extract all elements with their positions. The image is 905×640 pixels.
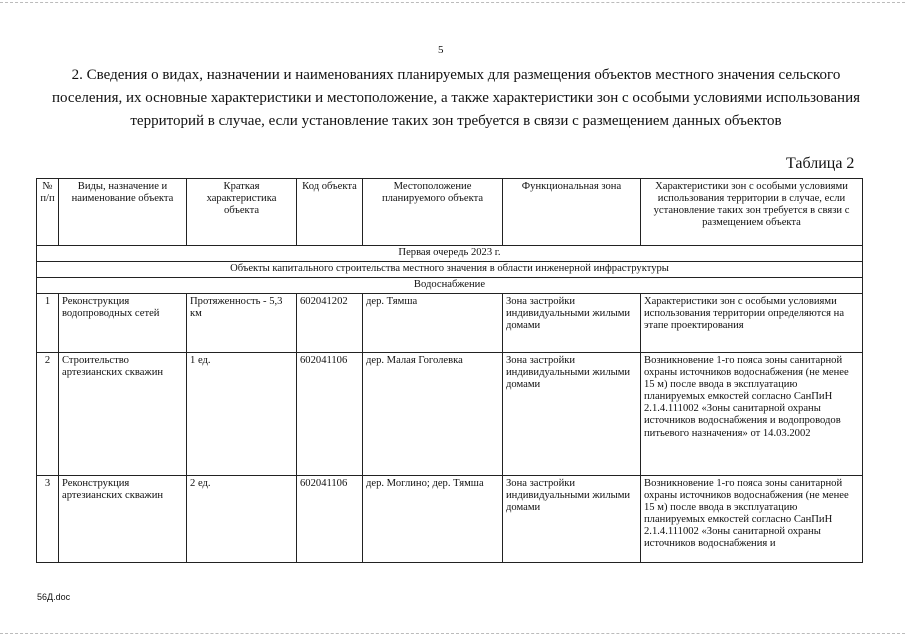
- scan-edge-bottom: [0, 633, 905, 635]
- objects-table: [36, 178, 863, 563]
- table-header-row: [37, 179, 863, 246]
- band-subcategory: Водоснабжение: [37, 278, 863, 294]
- col-header-num: № п/п: [37, 179, 59, 246]
- col-header-characteristics: Характеристики зон с особыми условиями использования территории в случае, если установление таких зон требуется в связи с размещением объекта: [641, 179, 863, 246]
- table-row: [37, 353, 863, 476]
- col-header-location: Местоположение планируемого объекта: [363, 179, 503, 246]
- col-header-name: Виды, назначение и наименование объекта: [59, 179, 187, 246]
- cell-characteristics: Возникновение 1-го пояса зоны санитарной охраны источников водоснабжения (не менее 15 м) после ввода в эксплуатацию планируемых емкостей согласно СанПиН 2.1.4.111002 «Зоны санитарной охраны источников водоснабжения и водопроводов питьевого назначения» от 14.03.2002: [641, 353, 863, 476]
- cell-name: Строительство артезианских скважин: [59, 353, 187, 476]
- table-row: [37, 476, 863, 563]
- col-header-zone: Функциональная зона: [503, 179, 641, 246]
- cell-location: дер. Тямша: [363, 294, 503, 353]
- cell-zone: Зона застройки индивидуальными жилыми домами: [503, 353, 641, 476]
- col-header-desc: Краткая характеристика объекта: [187, 179, 297, 246]
- band-stage: Первая очередь 2023 г.: [37, 246, 863, 262]
- scan-edge-top: [0, 2, 905, 4]
- footer-filename: 56Д.doc: [37, 592, 71, 602]
- cell-characteristics: Возникновение 1-го пояса зоны санитарной охраны источников водоснабжения (не менее 15 м) после ввода в эксплуатацию планируемых емкостей согласно СанПиН 2.1.4.111002 «Зоны санитарной охраны источников водоснабжения и: [641, 476, 863, 563]
- section-heading: 2. Сведения о видах, назначении и наименованиях планируемых для размещения объектов местного значения сельского поселения, их основные характеристики и местоположение, а также характеристики зон с особыми условиями использования территорий в случае, если установление таких зон требуется в связи с размещением данных объектов: [51, 67, 861, 129]
- cell-location: дер. Малая Гоголевка: [363, 353, 503, 476]
- cell-name: Реконструкция водопроводных сетей: [59, 294, 187, 353]
- cell-code: 602041202: [297, 294, 363, 353]
- table-caption: Таблица 2: [786, 155, 855, 172]
- cell-location: дер. Моглино; дер. Тямша: [363, 476, 503, 563]
- cell-zone: Зона застройки индивидуальными жилыми домами: [503, 294, 641, 353]
- band-row: [37, 246, 863, 262]
- cell-characteristics: Характеристики зон с особыми условиями использования территории определяются на этапе проектирования: [641, 294, 863, 353]
- cell-code: 602041106: [297, 476, 363, 563]
- cell-name: Реконструкция артезианских скважин: [59, 476, 187, 563]
- col-header-code: Код объекта: [297, 179, 363, 246]
- cell-desc: 2 ед.: [187, 476, 297, 563]
- page-number: 5: [438, 44, 444, 56]
- cell-num: 1: [37, 294, 59, 353]
- cell-desc: Протяженность - 5,3 км: [187, 294, 297, 353]
- cell-desc: 1 ед.: [187, 353, 297, 476]
- cell-code: 602041106: [297, 353, 363, 476]
- band-row: [37, 278, 863, 294]
- band-category: Объекты капитального строительства местного значения в области инженерной инфраструктуры: [37, 262, 863, 278]
- table-row: [37, 294, 863, 353]
- band-row: [37, 262, 863, 278]
- cell-zone: Зона застройки индивидуальными жилыми домами: [503, 476, 641, 563]
- cell-num: 3: [37, 476, 59, 563]
- cell-num: 2: [37, 353, 59, 476]
